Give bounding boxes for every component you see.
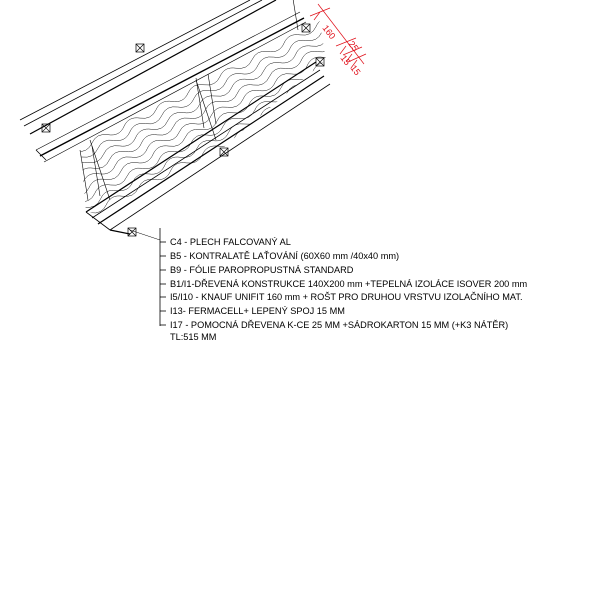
batten-markers: [42, 24, 324, 236]
insulation-pattern: [44, 0, 600, 213]
insulation-wave: [90, 0, 600, 213]
layer-line: [98, 76, 324, 224]
layer-line: [92, 70, 320, 218]
legend-item-i13: I13- FERMACELL+ LEPENÝ SPOJ 15 MM: [170, 306, 345, 316]
legend: [170, 237, 527, 342]
roof-layer-lines: [20, 0, 330, 234]
layer-line: [44, 22, 306, 162]
dimension-15-a: 15: [338, 53, 353, 68]
legend-item-b9: B9 - FÓLIE PAROPROPUSTNÁ STANDARD: [170, 265, 354, 275]
legend-item-i5: I5/I10 - KNAUF UNIFIT 160 mm + ROŠT PRO DRUHOU VRSTVU IZOLAČNÍHO MAT.: [170, 292, 523, 302]
section-end: [36, 150, 46, 160]
rafter-line: [208, 74, 216, 124]
section-end: [86, 212, 110, 230]
section-end: [110, 230, 130, 234]
rafter-line: [80, 150, 88, 200]
layer-line: [110, 84, 330, 230]
insulation-wave: [79, 0, 600, 202]
rafter-line: [92, 146, 100, 196]
dimension-160: 160: [320, 23, 338, 42]
layer-line: [40, 18, 304, 156]
legend-item-b1: B1/I1-DŘEVENÁ KONSTRUKCE 140X200 mm +TEPELNÁ IZOLÁCE ISOVER 200 mm: [170, 279, 528, 289]
layer-line: [30, 0, 276, 134]
leader-lines: [130, 228, 166, 326]
batten-cross: [136, 44, 144, 52]
legend-item-c4: C4 - PLECH FALCOVANÝ AL: [170, 237, 291, 247]
batten-cross: [316, 58, 324, 66]
legend-total-thickness: TL:515 MM: [170, 332, 217, 342]
batten-cross: [302, 24, 310, 32]
batten-cross: [128, 228, 136, 236]
legend-item-b5: B5 - KONTRALATĚ LAŤOVÁNÍ (60X60 mm /40x40 mm): [170, 251, 400, 261]
dimension-15-b: 15: [348, 63, 363, 78]
insulation-wave: [44, 0, 600, 168]
insulation-wave: [85, 0, 600, 207]
rafter-line: [196, 80, 216, 140]
legend-item-i17: I17 - POMOCNÁ DŘEVENA K-CE 25 MM +SÁDROKARTON 15 MM (+K3 NÁTĚR): [170, 320, 509, 330]
dimension-25: 25: [346, 39, 361, 54]
layer-line: [20, 0, 250, 120]
layer-line: [36, 12, 300, 150]
